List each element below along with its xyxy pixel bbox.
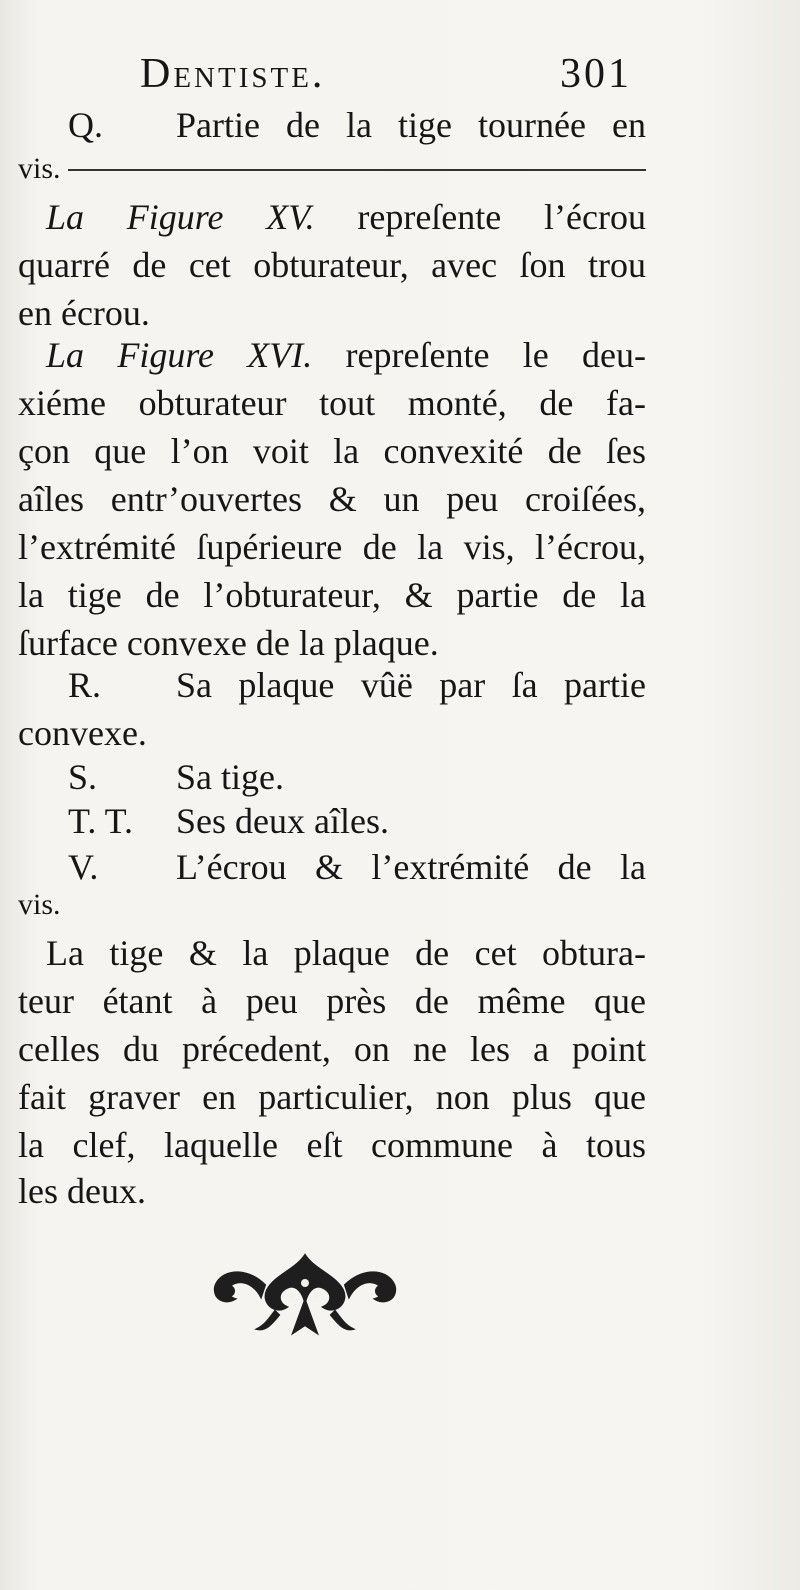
key-label: S. (68, 757, 98, 797)
key-label: R. (68, 665, 102, 705)
paragraph-line: la tige de l’obturateur, & partie de la (18, 575, 646, 615)
paragraph-line: çon que l’on voit la convexité de ſes (18, 431, 646, 471)
paragraph-line: La tige & la plaque de cet obtura- (46, 933, 646, 973)
key-label: Q. (68, 105, 103, 145)
key-label: T. T. (68, 801, 133, 841)
paragraph-line: xiéme obturateur tout monté, de fa- (18, 383, 646, 423)
paragraph-line: La Figure XV. repreſente l’écrou (46, 197, 646, 237)
key-description: Sa plaque vûë par ſa partie (176, 665, 646, 705)
paragraph-line: quarré de cet obturateur, avec ſon trou (18, 245, 646, 285)
paragraph-line: celles du précedent, on ne les a point (18, 1029, 646, 1069)
running-title: Dentiste. (140, 51, 326, 97)
key-description: Ses deux aîles. (176, 801, 389, 841)
key-description-cont: convexe. (18, 713, 147, 753)
paragraph-line: en écrou. (18, 293, 150, 333)
divider-rule (68, 169, 646, 171)
key-label: V. (68, 847, 99, 887)
paragraph-line: aîles entr’ouvertes & un peu croiſées, (18, 479, 646, 519)
fleuron-ornament-icon (205, 1245, 405, 1340)
key-description: Partie de la tige tournée en (176, 105, 646, 145)
paragraph-line: les deux. (18, 1171, 146, 1211)
paragraph-line: La Figure XVI. repreſente le deu- (46, 335, 647, 375)
key-description: L’écrou & l’extrémité de la (176, 847, 646, 887)
running-head (140, 50, 640, 100)
key-description: Sa tige. (176, 757, 284, 797)
key-description-cont: vis. (18, 888, 61, 921)
key-description-cont: vis. (18, 152, 61, 185)
paragraph-line: fait graver en particulier, non plus que (18, 1077, 646, 1117)
paragraph-line: ſurface convexe de la plaque. (18, 623, 439, 663)
paragraph-line: teur étant à peu près de même que (18, 981, 646, 1021)
paragraph-line: la clef, laquelle eſt commune à tous (18, 1125, 646, 1165)
paragraph-line: l’extrémité ſupérieure de la vis, l’écrou, (18, 527, 646, 567)
page-number: 301 (560, 51, 632, 97)
